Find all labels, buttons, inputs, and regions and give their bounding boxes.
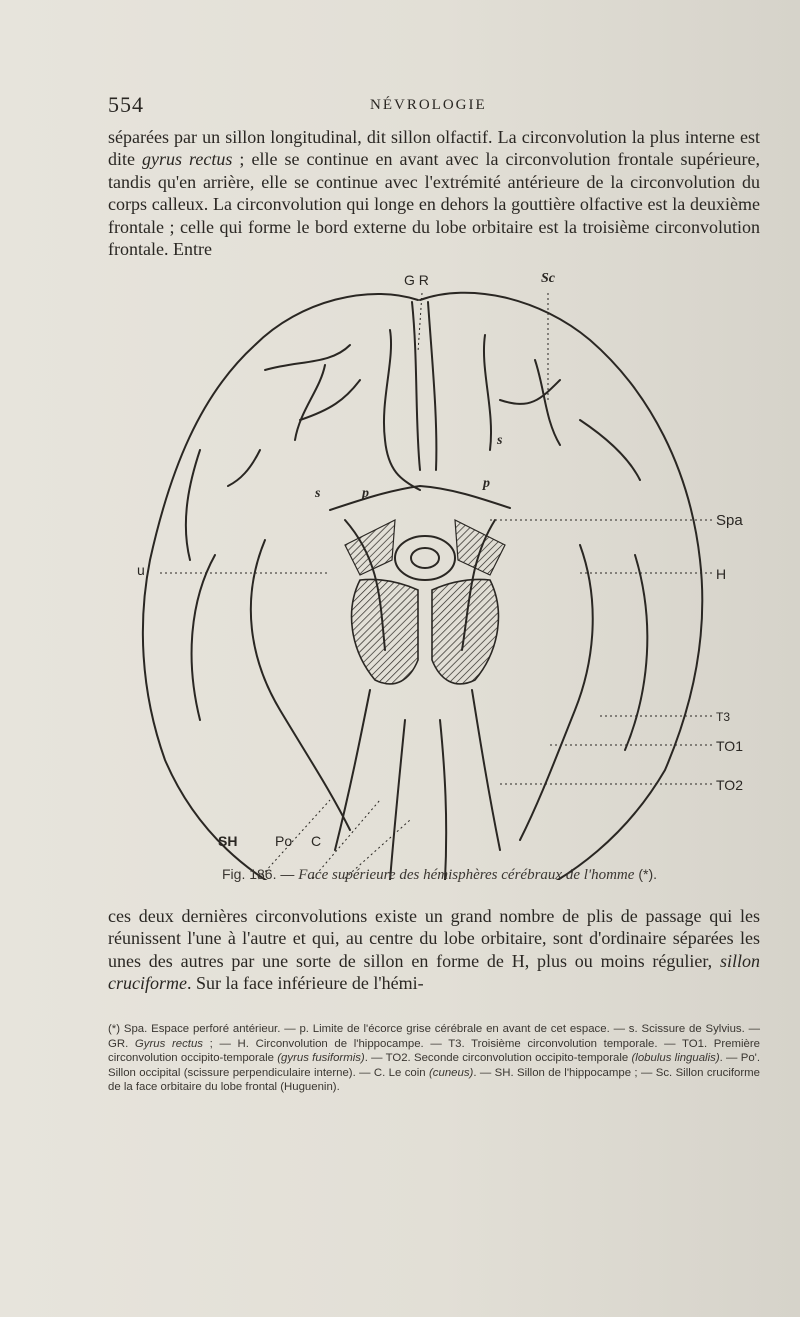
running-head: NÉVROLOGIE — [370, 97, 487, 113]
footnote — [108, 1022, 760, 1095]
label-p-right: p — [483, 476, 490, 491]
figure-caption — [222, 866, 742, 884]
label-s-right: s — [497, 433, 503, 448]
footnote-text-3: . — TO2. Seconde circonvolution occipito-temporale — [364, 1052, 632, 1065]
paragraph-2-text-b: . Sur la face inférieure de l'hémi- — [186, 973, 424, 994]
footnote-text-1: (*) Spa. Espace perforé antérieur. — p. Limite de l'écorce grise cérébrale en avant de cet espace. — s. Scissure de Sylvius. — GR. — [108, 1023, 760, 1050]
page-number: 554 — [108, 92, 144, 117]
footnote-text-5: . — SH. Sillon de l'hippocampe ; — Sc. Sillon cruciforme de la face orbitaire du lobe frontal (Huguenin). — [108, 1066, 760, 1094]
label-gr: G R — [404, 272, 429, 288]
label-po: Po — [275, 833, 293, 849]
peduncle-left — [352, 579, 418, 683]
paragraph-1-text-a: séparées par un sillon longitudinal, dit sillon olfactif. La circonvolution la plus interne est dite — [108, 127, 760, 170]
caption-title: Face supérieure des hémisphères cérébraux de l'homme — [298, 867, 635, 883]
label-sh: SH — [218, 833, 238, 849]
label-sc: Sc — [541, 271, 555, 286]
footnote-italic-2: (gyrus fusiformis) — [277, 1052, 365, 1065]
footnote-italic-1: Gyrus rectus — [134, 1037, 203, 1050]
paragraph-2-text-a: ces deux dernières circonvolutions existe un grand nombre de plis de passage qui les réunissent l'une à l'autre et qui, au centre du lobe orbitaire, sont d'ordinaire séparées les unes des autres par une sorte de sillon en forme de H, plus ou moins régulier, — [108, 906, 760, 971]
label-spa: Spa — [716, 512, 743, 529]
peduncle-right — [432, 579, 498, 683]
caption-suffix: (*). — [634, 866, 657, 882]
term-gyrus-rectus: gyrus rectus — [142, 149, 233, 170]
label-h: H — [716, 566, 727, 582]
term-sillon-cruciforme: sillon cruciforme — [108, 950, 760, 994]
paragraph-1-text-b: ; elle se continue en avant avec la circonvolution frontale supérieure, tandis qu'en arrière, elle se continue avec l'extrémité antérieure de la circonvolution du corps calleux. La circonvolution qui longe en dehors la gouttière olfactive est la deuxième frontale ; celle qui forme le bord externe du lobe orbitaire est la troisième circonvolution frontale. Entre — [108, 149, 760, 260]
footnote-text-4: . — Po'. Sillon occipital (scissure perpendiculaire interne). — C. Le coin — [108, 1052, 760, 1079]
label-p-left: p — [362, 486, 369, 501]
label-c: C — [311, 833, 322, 849]
label-t3: T3 — [716, 710, 731, 724]
footnote-text-2: ; — H. Circonvolution de l'hippocampe. — T3. Troisième circonvolution temporale. — TO1. Première circonvolution occipito-temporale — [108, 1037, 760, 1065]
label-u: u — [137, 562, 145, 578]
paragraph-2 — [108, 905, 760, 995]
label-s-left: s — [315, 486, 321, 501]
optic-tract-right — [455, 520, 505, 575]
label-to1: TO1 — [716, 738, 743, 754]
caption-prefix: Fig. 186. — — [222, 866, 299, 882]
footnote-italic-4: (cuneus) — [429, 1066, 474, 1079]
footnote-italic-3: (lobulus lingualis) — [631, 1052, 720, 1065]
label-to2: TO2 — [716, 777, 743, 793]
